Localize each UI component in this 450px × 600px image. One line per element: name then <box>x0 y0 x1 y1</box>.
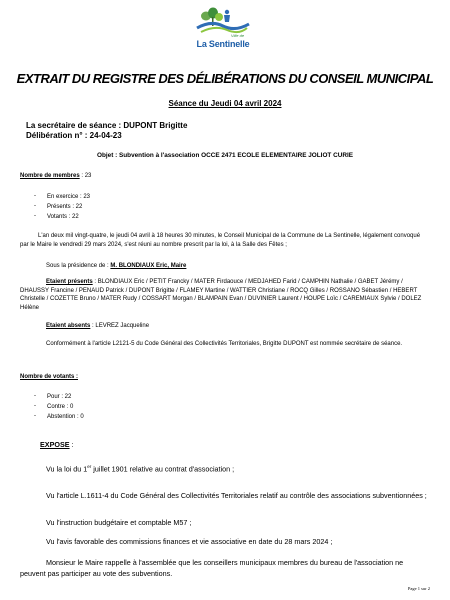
votants-item: Abstention : 0 <box>47 414 84 420</box>
presidence-prefix: Sous la présidence de : <box>46 263 111 269</box>
president-name: M. BLONDIAUX Eric, Maire <box>110 263 187 269</box>
bullet-dash: - <box>34 403 36 409</box>
presents-list: : BLONDIAUX Eric / PETIT Francky / MATER Firdaouce / MEDJAHED Farid / CAMPHIN Nathalie / GABET Jérémy / DHAUSSY Francine / PENAUD Patrick / DUPONT Brigitte / FLAMEY Martine / WATTIER Christiane / ROCQ Gilles / ROSSANO Sébastien / HEBERT Christelle / COZETTE Bruno / MATER Rudy / COSSART Morgan / BLAMPAIN Evan / DUVINIER Laurent / HOUPE Loïc / CAREMIAUX Sylvie / DOLEZ Hélène <box>20 279 422 311</box>
vu1-sup: er <box>87 464 92 469</box>
logo-small-text: Ville de <box>231 33 245 38</box>
bullet-dash: - <box>34 393 36 399</box>
expose-heading <box>40 439 74 450</box>
objet-line: Objet : Subvention à l'association OCCE 2471 ECOLE ELEMENTAIRE JOLIOT CURIE <box>96 152 353 159</box>
absents-list: : LEVREZ Jacqueline <box>90 323 150 329</box>
document-title: EXTRAIT DU REGISTRE DES DÉLIBÉRATIONS DU CONSEIL MUNICIPAL <box>16 71 434 86</box>
absents-line <box>46 322 149 331</box>
vu1-before: Vu la loi du 1 <box>46 464 88 474</box>
membres-line <box>20 172 91 181</box>
absents-label: Etaient absents <box>46 323 91 329</box>
vu-instruction-m57: Vu l'instruction budgétaire et comptable M57 ; <box>46 518 192 527</box>
monsieur-paragraph: Monsieur le Maire rappelle à l'assemblée que les conseillers municipaux membres du bureau de l'association ne peuvent pas participer au vote des subventions. <box>20 558 404 578</box>
town-logo <box>183 6 263 48</box>
vu-avis-commissions: Vu l'avis favorable des commissions finances et vie associative en date du 28 mars 2024 ; <box>46 537 333 546</box>
vu1-after: juillet 1901 relative au contrat d'association ; <box>91 464 235 474</box>
conformement-paragraph: Conformément à l'article L2121-5 du Code Général des Collectivités Territoriales, Brigitte DUPONT est nommée secrétaire de séance. <box>46 341 403 347</box>
logo-name: La Sentinelle <box>196 39 250 49</box>
membres-value: : 23 <box>79 173 92 179</box>
bullet-dash: - <box>34 193 36 199</box>
presents-label: Etaient présents <box>46 279 93 285</box>
vu-article-cgct: Vu l'article L.1611-4 du Code Général des Collectivités Territoriales relatif au contrôle des associations subventionnées ; <box>46 491 427 500</box>
page-number: Page 1 sur 2 <box>407 586 430 591</box>
votants-label: Nombre de votants : <box>20 374 79 380</box>
expose-suffix: : <box>69 440 74 449</box>
presents-paragraph <box>20 278 430 312</box>
presidence-line <box>46 262 186 271</box>
secretaire-line: La secrétaire de séance : DUPONT Brigitte <box>26 121 188 130</box>
membres-label: Nombre de membres <box>20 173 80 179</box>
seance-date: Séance du Jeudi 04 avril 2024 <box>168 99 282 108</box>
bullet-dash: - <box>34 213 36 219</box>
membres-item: Présents : 22 <box>47 204 83 210</box>
membres-item: Votants : 22 <box>47 214 79 220</box>
votants-item: Contre : 0 <box>47 404 74 410</box>
membres-item: En exercice : 23 <box>47 194 91 200</box>
votants-item: Pour : 22 <box>47 394 72 400</box>
bullet-dash: - <box>34 203 36 209</box>
bullet-dash: - <box>34 413 36 419</box>
deliberation-number: Délibération n° : 24-04-23 <box>26 131 122 140</box>
expose-label: EXPOSE <box>40 440 70 449</box>
intro-paragraph: L'an deux mil vingt-quatre, le jeudi 04 avril à 18 heures 30 minutes, le Conseil Municipal de la Commune de La Sentinelle, légalement convoqué par le Maire le vendredi 29 mars 2024, s'est réuni au nombre prescrit par la loi, à la Salle des Fêtes ; <box>20 233 421 248</box>
logo-emblem-icon <box>183 6 263 40</box>
vu-loi-1901 <box>46 461 234 474</box>
